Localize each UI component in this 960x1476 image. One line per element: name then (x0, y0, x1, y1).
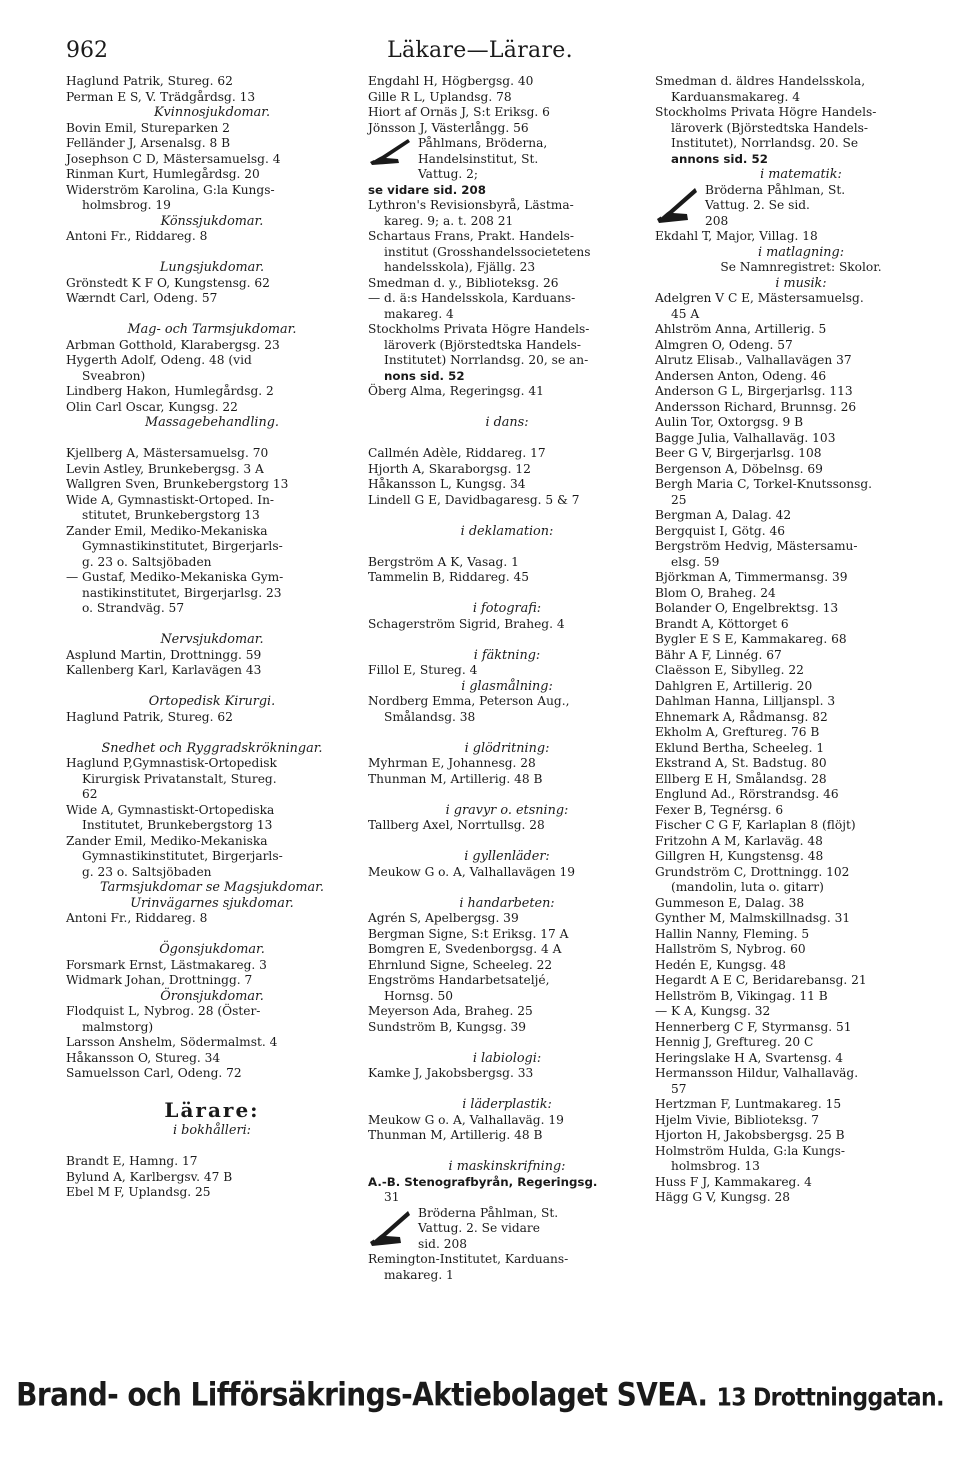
entry-line: Felländer J, Arsenalsg. 8 B (66, 136, 231, 150)
entry-line: Gymnastikinstitutet, Birgerjarls- (82, 849, 283, 863)
entry-line: Dahlman Hanna, Lilljanspl. 3 (655, 694, 836, 708)
entry-line: Schagerström Sigrid, Braheg. 4 (368, 616, 565, 631)
entry-line: — K A, Kungsg. 32 (655, 1004, 771, 1018)
entry-line: Ekstrand A, St. Badstug. 80 (655, 756, 827, 770)
section-heading: Könssjukdomar. (160, 213, 264, 229)
footer-advert (0, 1376, 960, 1414)
section-heading: i matlagning: (757, 244, 845, 260)
entry-line: Blom O, Braheg. 24 (655, 585, 776, 600)
entry-line: Hallström S, Nybrog. 60 (655, 942, 806, 956)
entry-line: 57 (671, 1081, 687, 1096)
entry-line: Institutet, Brunkebergstorg 13 (82, 818, 273, 832)
section-heading: i maskinskrifning: (448, 1159, 566, 1174)
advert-line: Bröderna Påhlman, St. (705, 182, 846, 197)
section-heading: Kvinnosjukdomar. (153, 105, 271, 120)
entry-line: — Gustaf, Mediko-Mekaniska Gym- (66, 570, 284, 584)
entry-line: Hiort af Ornäs J, S:t Eriksg. 6 (368, 105, 550, 119)
entry-line: Zander Emil, Mediko-Mekaniska (66, 833, 268, 848)
entry-line: Perman E S, V. Trädgårdsg. 13 (66, 89, 256, 104)
entry-line: Holmström Hulda, G:la Kungs- (655, 1143, 845, 1158)
entry-line: Agrén S, Apelbergsg. 39 (368, 911, 519, 925)
entry-line: Antoni Fr., Riddareg. 8 (66, 911, 208, 925)
section-heading: i bokhålleri: (173, 1123, 251, 1138)
entry-line: Bergström Hedvig, Mästersamu- (655, 539, 858, 553)
entry-line: Callmén Adèle, Riddareg. 17 (368, 446, 546, 460)
section-heading: i handarbeten: (459, 895, 555, 911)
entry-line: Meyerson Ada, Braheg. 25 (368, 1004, 533, 1018)
entry-line: Andersson Richard, Brunnsg. 26 (655, 399, 857, 414)
entry-line: Arbman Gotthold, Klarabergsg. 23 (66, 337, 280, 352)
entry-line: Bomgren E, Svedenborgsg. 4 A (368, 942, 562, 956)
section-heading: i dans: (485, 415, 529, 430)
entry-line: Smedman d. y., Biblioteksg. 26 (368, 275, 559, 290)
section-heading: i deklamation: (460, 523, 554, 539)
entry-line: Josephson C D, Mästersamuelsg. 4 (66, 151, 281, 166)
entry-line: nastikinstitutet, Birgerjarlsg. 23 (82, 585, 282, 600)
entry-line: Dahlgren E, Artillerig. 20 (655, 678, 813, 693)
column-1-entries (66, 74, 358, 1201)
section-heading: i fäktning: (473, 647, 541, 663)
entry-line: Fritzohn A M, Karlaväg. 48 (655, 833, 823, 848)
entry-line: Hygerth Adolf, Odeng. 48 (vid (66, 353, 252, 367)
entry-line: Hallin Nanny, Fleming. 5 (655, 926, 810, 941)
entry-line: Lindell G E, Davidbagaresg. 5 & 7 (368, 492, 580, 507)
entry-line: Rinman Kurt, Humlegårdsg. 20 (66, 167, 260, 181)
spacer (66, 1139, 358, 1155)
spacer (368, 586, 646, 602)
spacer (368, 539, 646, 555)
section-heading: Öronsjukdomar. (160, 988, 264, 1004)
entry-line: Smedman d. äldres Handelsskola, (655, 74, 866, 88)
entry-line: nons sid. 52 (384, 368, 465, 383)
advert-line: Vattug. 2; (418, 167, 479, 181)
entry-line: Schartaus Frans, Prakt. Handels- (368, 229, 575, 243)
section-heading: i gravyr o. etsning: (445, 802, 569, 818)
section-heading: i musik: (775, 275, 827, 291)
entry-line: Hegardt A E C, Beridarebansg. 21 (655, 973, 867, 987)
entry-line: Stockholms Privata Högre Handels- (368, 322, 590, 336)
spacer (368, 725, 646, 741)
advert-line: Handelsinstitut, St. (418, 151, 539, 166)
entry-line: Ellberg E H, Smålandsg. 28 (655, 771, 827, 786)
entry-line: 25 (671, 492, 687, 507)
spacer (66, 245, 358, 261)
section-heading: Mag- och Tarmsjukdomar. (127, 322, 297, 337)
entry-line: Zander Emil, Mediko-Mekaniska (66, 523, 268, 538)
advert-line: sid. 208 (418, 1236, 467, 1251)
entry-line: Olin Carl Oscar, Kungsg. 22 (66, 399, 238, 414)
entry-line: Haglund Patrik, Stureg. 62 (66, 709, 233, 724)
entry-line: Bergquist I, Götg. 46 (655, 523, 785, 538)
entry-line: Ebel M F, Uplandsg. 25 (66, 1185, 211, 1199)
entry-line: 62 (82, 787, 98, 801)
entry-line: Levin Astley, Brunkebergsg. 3 A (66, 461, 264, 476)
entry-line: A.-B. Stenografbyrån, Regeringsg. (368, 1174, 598, 1189)
column-3-entries-top (655, 74, 947, 183)
entry-line: Se Namnregistret: Skolor. (720, 260, 882, 274)
advert-line: Påhlmans, Bröderna, (418, 136, 548, 150)
section-heading: Lungsjukdomar. (159, 260, 265, 275)
pahlman-advert-1 (368, 136, 646, 183)
spacer (66, 927, 358, 943)
entry-line: Gymnastikinstitutet, Birgerjarls- (82, 539, 283, 553)
entry-line: Wide A, Gymnastiskt-Ortoped. In- (66, 492, 275, 507)
entry-line: holmsbrog. 19 (82, 198, 171, 212)
entry-line: handelsskola), Fjällg. 23 (384, 260, 536, 274)
entry-line: Hjorton H, Jakobsbergsg. 25 B (655, 1128, 845, 1142)
entry-line: Kjellberg A, Mästersamuelsg. 70 (66, 446, 269, 460)
entry-line: — d. ä:s Handelsskola, Karduans- (368, 291, 576, 305)
entry-line: g. 23 o. Saltsjöbaden (82, 864, 212, 879)
entry-line: Adelgren V C E, Mästersamuelsg. (655, 291, 864, 305)
entry-line: se vidare sid. 208 (368, 182, 486, 197)
advert-1-text (418, 136, 547, 183)
pointing-hand-icon (368, 136, 412, 166)
entry-line: Hjorth A, Skaraborgsg. 12 (368, 461, 531, 476)
entry-line: Institutet), Norrlandsg. 20. Se (671, 136, 859, 150)
entry-line: Heringslake H A, Svartensg. 4 (655, 1050, 844, 1065)
entry-line: Bergman A, Dalag. 42 (655, 508, 792, 522)
entry-line: Flodquist L, Nybrog. 28 (Öster- (66, 1004, 261, 1018)
entry-line: Widmark Johan, Drottningg. 7 (66, 973, 253, 987)
entry-line: Hellström B, Vikingag. 11 B (655, 988, 828, 1003)
entry-line: Ehnemark A, Rådmansg. 82 (655, 709, 828, 724)
entry-line: Haglund Patrik, Stureg. 62 (66, 74, 233, 88)
entry-line: Gille R L, Uplandsg. 78 (368, 89, 512, 104)
entry-line: o. Strandväg. 57 (82, 601, 185, 615)
entry-line: Tallberg Axel, Norrtullsg. 28 (368, 818, 545, 832)
entry-line: Wide A, Gymnastiskt-Ortopediska (66, 802, 275, 817)
entry-line: Institutet) Norrlandsg. 20, se an- (384, 353, 589, 367)
entry-line: Hedén E, Kungsg. 48 (655, 957, 786, 972)
entry-line: Alrutz Elisab., Valhallavägen 37 (655, 353, 852, 367)
entry-line: Sundström B, Kungsg. 39 (368, 1019, 526, 1034)
entry-line: Thunman M, Artillerig. 48 B (368, 771, 543, 786)
entry-line: Fexer B, Tegnérsg. 6 (655, 802, 784, 817)
advert-3-text (705, 183, 845, 230)
entry-line: Thunman M, Artillerig. 48 B (368, 1128, 543, 1142)
page-number: 962 (66, 38, 108, 63)
entry-line: Bergh Maria C, Torkel-Knutssonsg. (655, 477, 873, 491)
section-heading: i labiologi: (472, 1050, 542, 1066)
entry-line: holmsbrog. 13 (671, 1159, 760, 1173)
entry-line: läroverk (Björstedtska Handels- (384, 337, 582, 352)
spacer (66, 431, 358, 447)
section-heading: Snedhet och Ryggradskrökningar. (101, 740, 323, 756)
section-heading: i gyllenläder: (464, 849, 550, 864)
entry-line: Remington-Institutet, Karduans- (368, 1252, 569, 1266)
entry-line: Brandt E, Hamng. 17 (66, 1154, 198, 1168)
spacer (368, 1035, 646, 1051)
entry-line: 31 (384, 1190, 400, 1204)
column-2-entries-bottom (368, 1252, 646, 1283)
section-heading: i glasmålning: (461, 678, 553, 694)
column-2-entries-middle (368, 183, 646, 1206)
entry-line: makareg. 4 (384, 306, 454, 321)
spacer (368, 508, 646, 524)
spacer (66, 307, 358, 323)
entry-line: Hjelm Vivie, Biblioteksg. 7 (655, 1112, 820, 1127)
entry-line: Björkman A, Timmermansg. 39 (655, 570, 848, 584)
entry-line: Hermansson Hildur, Valhallaväg. (655, 1066, 859, 1080)
entry-line: Samuelsson Carl, Odeng. 72 (66, 1066, 242, 1080)
entry-line: Grönstedt K F O, Kungstensg. 62 (66, 275, 270, 290)
entry-line: Kallenberg Karl, Karlavägen 43 (66, 663, 262, 677)
section-heading: i matematik: (760, 167, 842, 182)
spacer (66, 725, 358, 741)
entry-line: Bagge Julia, Valhallaväg. 103 (655, 430, 836, 445)
entry-line: Kamke J, Jakobsbergsg. 33 (368, 1066, 534, 1080)
entry-line: Öberg Alma, Regeringsg. 41 (368, 384, 544, 398)
entry-line: Ekdahl T, Major, Villag. 18 (655, 229, 818, 243)
page-header (0, 38, 960, 72)
entry-line: Bergman Signe, S:t Eriksg. 17 A (368, 926, 569, 941)
entry-line: annons sid. 52 (671, 151, 768, 166)
section-heading: Nervsjukdomar. (160, 632, 264, 647)
spacer (66, 617, 358, 633)
column-1 (66, 74, 358, 1201)
entry-line: Håkansson O, Stureg. 34 (66, 1050, 221, 1065)
spacer (368, 400, 646, 416)
section-heading: i glödritning: (464, 740, 550, 756)
entry-line: Hennig J, Greftureg. 20 C (655, 1035, 814, 1049)
pahlman-advert-3 (655, 183, 947, 230)
entry-line: Hornsg. 50 (384, 988, 453, 1003)
entry-line: Ekholm A, Greftureg. 76 B (655, 725, 820, 739)
entry-line: Anderson G L, Birgerjarlsg. 113 (655, 384, 853, 398)
spacer (368, 632, 646, 648)
section-heading: Urinvägarnes sjukdomar. (130, 895, 294, 911)
entry-line: Widerström Karolina, G:la Kungs- (66, 182, 275, 197)
entry-line: Beer G V, Birgerjarlsg. 108 (655, 446, 822, 460)
spacer (368, 431, 646, 447)
entry-line: Hägg G V, Kungsg. 28 (655, 1190, 791, 1204)
entry-line: Meukow G o. A, Valhallavägen 19 (368, 864, 576, 879)
entry-line: Fischer C G F, Karlaplan 8 (flöjt) (655, 818, 856, 832)
spacer (66, 1082, 358, 1098)
entry-line: Aulin Tor, Oxtorgsg. 9 B (655, 415, 804, 429)
section-heading: Ortopedisk Kirurgi. (148, 694, 276, 709)
section-heading: i fotografi: (472, 601, 542, 616)
entry-line: Asplund Martin, Drottningg. 59 (66, 647, 262, 662)
entry-line: Bolander O, Engelbrektsg. 13 (655, 601, 839, 615)
spacer (368, 1082, 646, 1098)
entry-line: 45 A (671, 306, 700, 321)
entry-line: Engströms Handarbetsateljé, (368, 973, 550, 987)
entry-line: stitutet, Brunkebergstorg 13 (82, 508, 260, 522)
column-3-entries-bottom (655, 229, 947, 1206)
entry-line: Ahlström Anna, Artillerig. 5 (655, 322, 827, 336)
entry-line: malmstorg) (82, 1019, 154, 1034)
pahlman-advert-2 (368, 1206, 646, 1253)
footer-company: Brand- och Lifförsäkrings-Aktiebolaget SVEA. (16, 1375, 708, 1414)
entry-line: Wærndt Carl, Odeng. 57 (66, 291, 218, 305)
advert-line: Vattug. 2. Se vidare (418, 1221, 540, 1235)
advert-line: Vattug. 2. Se sid. (705, 198, 810, 212)
entry-line: Meukow G o. A, Valhallaväg. 19 (368, 1112, 564, 1127)
entry-line: Gummeson E, Dalag. 38 (655, 895, 805, 910)
section-heading: Ögonsjukdomar. (159, 942, 265, 957)
entry-line: Nordberg Emma, Peterson Aug., (368, 694, 570, 708)
section-heading: i läderplastik: (462, 1097, 552, 1112)
entry-line: Haglund P,Gymnastisk-Ortopedisk (66, 756, 277, 770)
entry-line: Tammelin B, Riddareg. 45 (368, 570, 530, 584)
entry-line: Jönsson J, Västerlångg. 56 (368, 120, 529, 135)
entry-line: Bygler E S E, Kammakareg. 68 (655, 632, 847, 646)
section-heading: Massagebehandling. (144, 415, 280, 430)
entry-line: Fillol E, Stureg. 4 (368, 663, 478, 677)
entry-line: g. 23 o. Saltsjöbaden (82, 554, 212, 569)
spacer (368, 834, 646, 850)
entry-line: Bylund A, Karlbergsv. 47 B (66, 1169, 233, 1184)
entry-line: elsg. 59 (671, 554, 720, 569)
advert-2-text (418, 1206, 558, 1253)
entry-line: Lindberg Hakon, Humlegårdsg. 2 (66, 384, 274, 398)
section-title: Lärare: (164, 1098, 260, 1122)
pointing-hand-icon (655, 183, 699, 225)
running-title: Läkare—Lärare. (387, 38, 573, 63)
entry-line: Huss F J, Kammakareg. 4 (655, 1174, 812, 1189)
entry-line: Ehrnlund Signe, Scheeleg. 22 (368, 957, 553, 972)
spacer (368, 880, 646, 896)
entry-line: Hertzman F, Luntmakareg. 15 (655, 1097, 842, 1111)
entry-line: kareg. 9; a. t. 208 21 (384, 213, 514, 228)
entry-line: Grundström C, Drottningg. 102 (655, 864, 850, 879)
entry-line: Antoni Fr., Riddareg. 8 (66, 229, 208, 243)
entry-line: Eklund Bertha, Scheeleg. 1 (655, 740, 825, 755)
entry-line: Sveabron) (82, 368, 146, 383)
entry-line: Gynther M, Malmskillnadsg. 31 (655, 911, 851, 925)
section-heading: Tarmsjukdomar se Magsjukdomar. (100, 880, 324, 895)
entry-line: makareg. 1 (384, 1267, 454, 1282)
entry-line: Håkansson L, Kungsg. 34 (368, 477, 526, 491)
entry-line: Almgren O, Odeng. 57 (655, 337, 793, 352)
column-2 (368, 74, 646, 1283)
entry-line: Andersen Anton, Odeng. 46 (655, 368, 827, 383)
entry-line: Bähr A F, Linnég. 67 (655, 647, 782, 662)
entry-line: Bergenson A, Döbelnsg. 69 (655, 461, 823, 476)
entry-line: Bovin Emil, Stureparken 2 (66, 120, 230, 135)
entry-line: institut (Grosshandelssocietetens (384, 244, 591, 259)
advert-line: Bröderna Påhlman, St. (418, 1205, 559, 1220)
entry-line: Larsson Anshelm, Södermalmst. 4 (66, 1035, 278, 1049)
entry-line: Karduansmakareg. 4 (671, 89, 801, 104)
spacer (66, 679, 358, 695)
entry-line: Wallgren Sven, Brunkebergstorg 13 (66, 477, 289, 491)
entry-line: (mandolin, luta o. gitarr) (671, 880, 824, 894)
spacer (368, 1144, 646, 1160)
entry-line: Englund Ad., Rörstrandsg. 46 (655, 787, 839, 801)
entry-line: Brandt A, Köttorget 6 (655, 616, 789, 631)
column-2-entries-top (368, 74, 646, 136)
entry-line: Engdahl H, Högbergsg. 40 (368, 74, 534, 88)
entry-line: Claësson E, Sibylleg. 22 (655, 663, 804, 677)
entry-line: Bergström A K, Vasag. 1 (368, 554, 519, 569)
column-3 (655, 74, 947, 1206)
entry-line: Myhrman E, Johannesg. 28 (368, 756, 536, 770)
pointing-hand-icon (368, 1206, 412, 1248)
entry-line: Forsmark Ernst, Lästmakareg. 3 (66, 957, 267, 972)
entry-line: Hennerberg C F, Styrmansg. 51 (655, 1019, 852, 1034)
entry-line: Stockholms Privata Högre Handels- (655, 105, 877, 119)
entry-line: Lythron's Revisionsbyrå, Lästma- (368, 198, 574, 212)
footer-address: 13 Drottninggatan. (716, 1383, 944, 1413)
entry-line: läroverk (Björstedtska Handels- (671, 120, 869, 135)
advert-line: 208 (705, 213, 729, 228)
spacer (368, 787, 646, 803)
entry-line: Kirurgisk Privatanstalt, Stureg. (82, 771, 277, 786)
entry-line: Smålandsg. 38 (384, 709, 476, 724)
entry-line: Gillgren H, Kungstensg. 48 (655, 849, 824, 863)
